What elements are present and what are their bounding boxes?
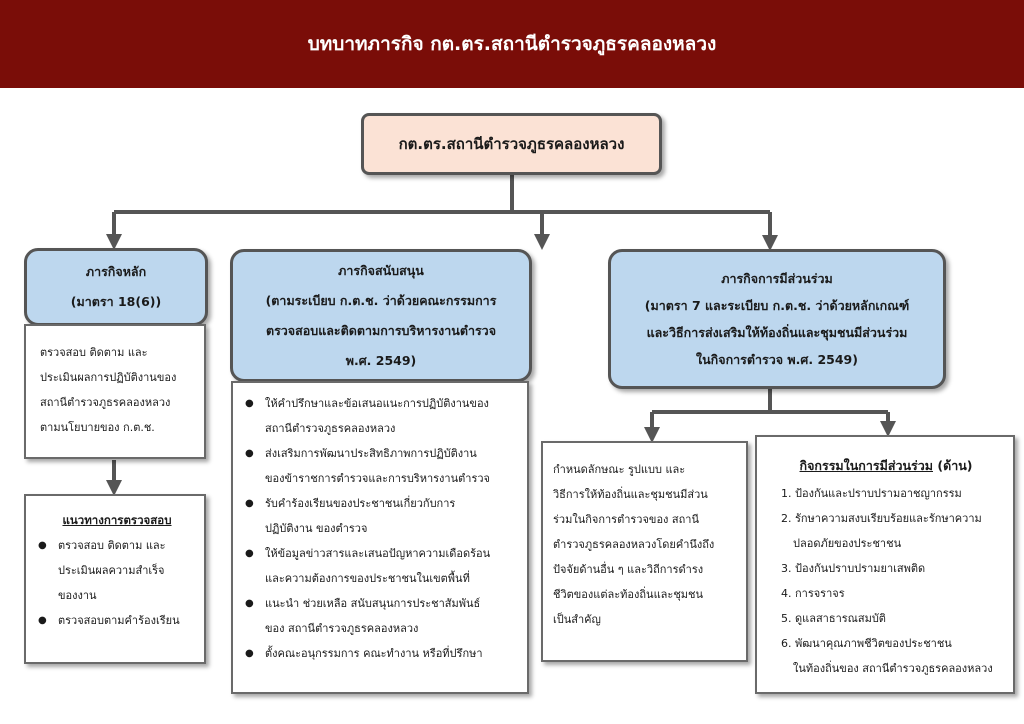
list-item — [243, 591, 521, 641]
support-mission-subtitle-line: พ.ศ. 2549) — [345, 352, 417, 368]
participation-mission-title: ภารกิจการมีส่วนร่วม — [721, 271, 833, 286]
list-item — [767, 581, 1005, 606]
description-line: ตรวจสอบ ติดตาม และ — [40, 346, 148, 359]
main-mission-node — [24, 248, 208, 326]
main-mission-description — [24, 324, 206, 459]
list-item — [243, 541, 521, 591]
list-item-line: ● ตรวจสอบ ติดตาม และ — [58, 539, 166, 552]
list-item-line: ในท้องถิ่นของ สถานีตำรวจภูธรคลองหลวง — [793, 662, 993, 675]
list-item-line: 6. พัฒนาคุณภาพชีวิตของประชาชน — [781, 637, 952, 650]
participation-mission-subtitle-line: (มาตรา 7 และระเบียบ ก.ต.ช. ว่าด้วยหลักเกณฑ์ — [644, 298, 910, 313]
list-item-line: 4. การจราจร — [781, 587, 845, 600]
main-mission-subtitle: (มาตรา 18(6)) — [70, 294, 162, 309]
list-item-line: ● ส่งเสริมการพัฒนาประสิทธิภาพการปฏิบัติงาน — [265, 447, 477, 460]
list-item-line: และความต้องการของประชาชนในเขตพื้นที่ — [265, 572, 470, 585]
support-mission-list-box — [231, 381, 529, 694]
list-item — [36, 533, 198, 608]
guidelines-box — [24, 494, 206, 664]
list-item-line: 1. ป้องกันและปราบปรามอาชญากรรม — [781, 487, 962, 500]
description-line: ประเมินผลการปฏิบัติงานของ — [40, 371, 177, 384]
list-item — [767, 506, 1005, 556]
root-node-label: กต.ตร.สถานีตำรวจภูธรคลองหลวง — [398, 135, 625, 153]
list-item-line: ● ตรวจสอบตามคำร้องเรียน — [58, 614, 180, 627]
list-item-line: ของข้าราชการตำรวจและการบริหารงานตำรวจ — [265, 472, 490, 485]
list-item-line: ของ สถานีตำรวจภูธรคลองหลวง — [265, 622, 419, 635]
guidelines-list — [36, 533, 198, 633]
list-item — [767, 606, 1005, 631]
description-line: ตำรวจภูธรคลองหลวงโดยคำนึงถึง — [553, 538, 715, 551]
root-node — [361, 113, 662, 175]
list-item-line: 2. รักษาความสงบเรียบร้อยและรักษาความ — [781, 512, 982, 525]
description-line: สถานีตำรวจภูธรคลองหลวง — [40, 396, 171, 409]
list-item-line: ● รับคำร้องเรียนของประชาชนเกี่ยวกับการ — [265, 497, 456, 510]
list-item — [243, 491, 521, 541]
list-item — [243, 441, 521, 491]
list-item-line: 3. ป้องกันปราบปรามยาเสพติด — [781, 562, 926, 575]
description-line: เป็นสำคัญ — [553, 613, 601, 626]
guidelines-title: แนวทางการตรวจสอบ — [62, 513, 172, 527]
list-item — [243, 391, 521, 441]
support-mission-node — [230, 249, 532, 382]
participation-description — [541, 441, 748, 662]
support-mission-subtitle-line: (ตามระเบียบ ก.ต.ช. ว่าด้วยคณะกรรมการ — [265, 292, 497, 308]
support-mission-list — [243, 391, 521, 666]
activities-title-suffix: (ด้าน) — [937, 458, 973, 473]
description-line: วิธีการให้ท้องถิ่นและชุมชนมีส่วน — [553, 488, 708, 501]
list-item-line: 5. ดูแลสาธารณสมบัติ — [781, 612, 886, 625]
list-item-line: ปลอดภัยของประชาชน — [793, 537, 902, 550]
list-item-line: ● ตั้งคณะอนุกรรมการ คณะทำงาน หรือที่ปรึกษา — [265, 647, 483, 660]
support-mission-subtitle-line: ตรวจสอบและติดตามการบริหารงานตำรวจ — [265, 322, 497, 338]
participation-activities-box — [755, 435, 1015, 694]
support-mission-title: ภารกิจสนับสนุน — [338, 262, 424, 278]
main-mission-title: ภารกิจหลัก — [85, 264, 147, 279]
activities-list — [767, 481, 1005, 681]
activities-title — [767, 451, 1005, 481]
list-item — [767, 631, 1005, 681]
list-item — [767, 556, 1005, 581]
list-item-line: สถานีตำรวจภูธรคลองหลวง — [265, 422, 396, 435]
participation-mission-subtitle-line: และวิธีการส่งเสริมให้ท้องถิ่นและชุมชนมีส่วนร่วม — [646, 325, 908, 340]
list-item-line: ของงาน — [58, 589, 97, 602]
page-title: บทบาทภารกิจ กต.ตร.สถานีตำรวจภูธรคลองหลวง — [307, 33, 717, 55]
description-line: ชีวิตของแต่ละท้องถิ่นและชุมชน — [553, 588, 704, 601]
participation-mission-node — [608, 249, 946, 389]
list-item — [243, 641, 521, 666]
list-item-line: ● ให้ข้อมูลข่าวสารและเสนอปัญหาความเดือดร้อน — [265, 547, 491, 560]
list-item — [36, 608, 198, 633]
activities-title-main: กิจกรรมในการมีส่วนร่วม — [799, 458, 933, 473]
list-item-line: ปฏิบัติงาน ของตำรวจ — [265, 522, 368, 535]
list-item-line: ประเมินผลความสำเร็จ — [58, 564, 165, 577]
description-line: ปัจจัยด้านอื่น ๆ และวิถีการดำรง — [553, 563, 704, 576]
description-line: ร่วมในกิจการตำรวจของ สถานี — [553, 513, 699, 526]
list-item — [767, 481, 1005, 506]
list-item-line: ● แนะนำ ช่วยเหลือ สนับสนุนการประชาสัมพันธ์ — [265, 597, 481, 610]
participation-mission-subtitle-line: ในกิจการตำรวจ พ.ศ. 2549) — [696, 352, 858, 367]
description-line: ตามนโยบายของ ก.ต.ช. — [40, 421, 155, 434]
description-line: กำหนดลักษณะ รูปแบบ และ — [553, 463, 686, 476]
list-item-line: ● ให้คำปรึกษาและข้อเสนอแนะการปฏิบัติงานของ — [265, 397, 489, 410]
